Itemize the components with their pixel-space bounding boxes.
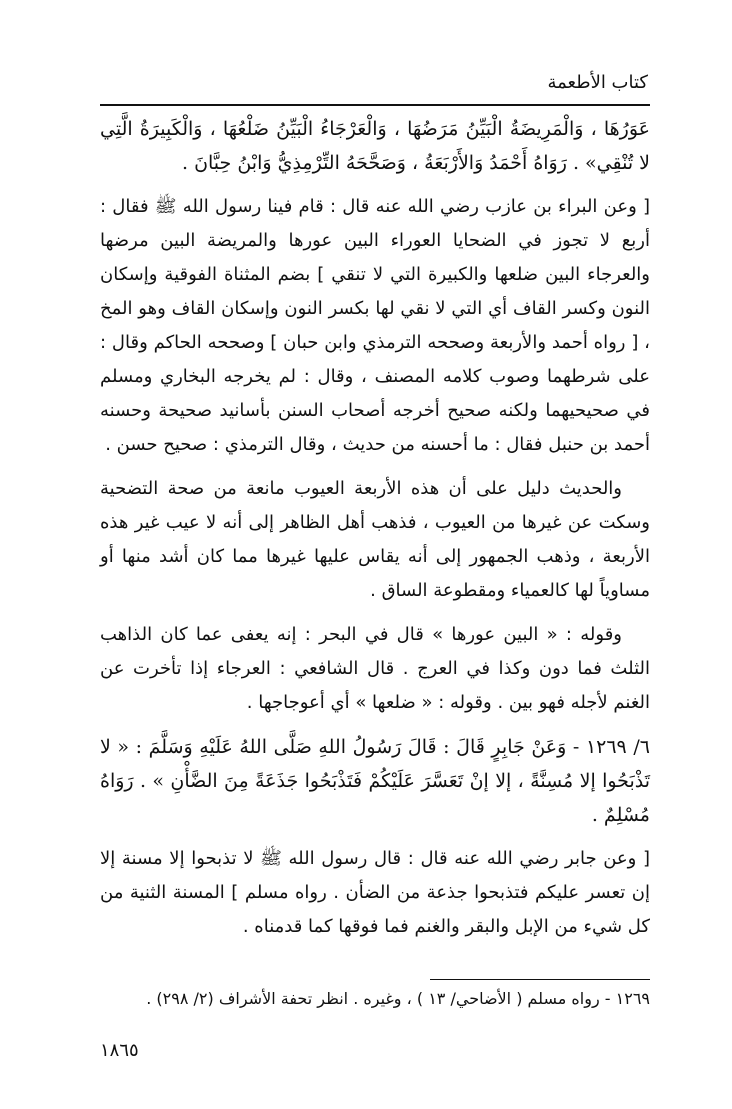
footnote-rule	[430, 979, 650, 980]
body-text	[100, 112, 650, 954]
hadith-paragraph: ٦/ ١٢٦٩ - وَعَنْ جَابِرٍ قَالَ : قَالَ رَسُولُ اللهِ صَلَّى اللهُ عَلَيْهِ وَسَلَّمَ : « لا تَذْبَحُوا إلا مُسِنَّةً ، إلا إنْ تَعَسَّرَ عَلَيْكُمْ فَتَذْبَحُوا جَذَعَةً مِنَ الضَّأْنِ » . رَوَاهُ مُسْلِمٌ .	[100, 736, 650, 826]
page-number: ١٨٦٥	[100, 1040, 139, 1061]
hadith-paragraph: عَوَرُهَا ، وَالْمَرِيضَةُ الْبَيِّنُ مَرَضُهَا ، وَالْعَرْجَاءُ الْبَيِّنُ ضَلْعُهَا ، وَالْكَبِيرَةُ الَّتِي لا تُنْقِي» . رَوَاهُ أَحْمَدُ وَالأَرْبَعَةُ ، وَصَحَّحَهُ التِّرْمِذِيُّ وَابْنُ حِبَّانَ .	[100, 118, 650, 174]
footnote: ١٢٦٩ - رواه مسلم ( الأضاحي/ ١٣ ) ، وغيره . انظر تحفة الأشراف (٢/ ٢٩٨) .	[146, 989, 650, 1008]
commentary-paragraph: [ وعن جابر رضي الله عنه قال : قال رسول الله ﷺ لا تذبحوا إلا مسنة إلا إن تعسر عليكم فتذبحوا جذعة من الضأن . رواه مسلم ] المسنة الثنية من كل شيء من الإبل والبقر والغنم فما فوقها كما قدمناه .	[100, 848, 650, 937]
running-head-title: كتاب الأطعمة	[547, 72, 648, 93]
header-rule	[100, 104, 650, 106]
commentary-paragraph: [ وعن البراء بن عازب رضي الله عنه قال : قام فينا رسول الله ﷺ فقال : أربع لا تجوز في الضحايا العوراء البين عورها والمريضة البين مرضها والعرجاء البين ضلعها والكبيرة التي لا تنقي ] بضم المثناة الفوقية وإسكان النون وكسر القاف أي التي لا نقي لها بكسر النون وإسكان القاف وهو المخ ، [ رواه أحمد والأربعة وصححه الترمذي وابن حبان ] وصححه الحاكم وقال : على شرطهما وصوب كلامه المصنف ، وقال : لم يخرجه البخاري ومسلم في صحيحيهما ولكنه صحيح أخرجه أصحاب السنن بأسانيد صحيحة وحسنه أحمد بن حنبل فقال : ما أحسنه من حديث ، وقال الترمذي : صحيح حسن .	[100, 196, 650, 455]
commentary-paragraph: وقوله : « البين عورها » قال في البحر : إنه يعفى عما كان الذاهب الثلث فما دون وكذا في العرج . قال الشافعي : العرجاء إذا تأخرت عن الغنم لأجله فهو بين . وقوله : « ضلعها » أي أعوجاجها .	[100, 624, 650, 713]
commentary-paragraph: والحديث دليل على أن هذه الأربعة العيوب مانعة من صحة التضحية وسكت عن غيرها من العيوب ، فذهب أهل الظاهر إلى أنه لا عيب غير هذه الأربعة ، وذهب الجمهور إلى أنه يقاس عليها غيرها مما كان أشد منها أو مساوياً لها كالعمياء ومقطوعة الساق .	[100, 478, 650, 601]
